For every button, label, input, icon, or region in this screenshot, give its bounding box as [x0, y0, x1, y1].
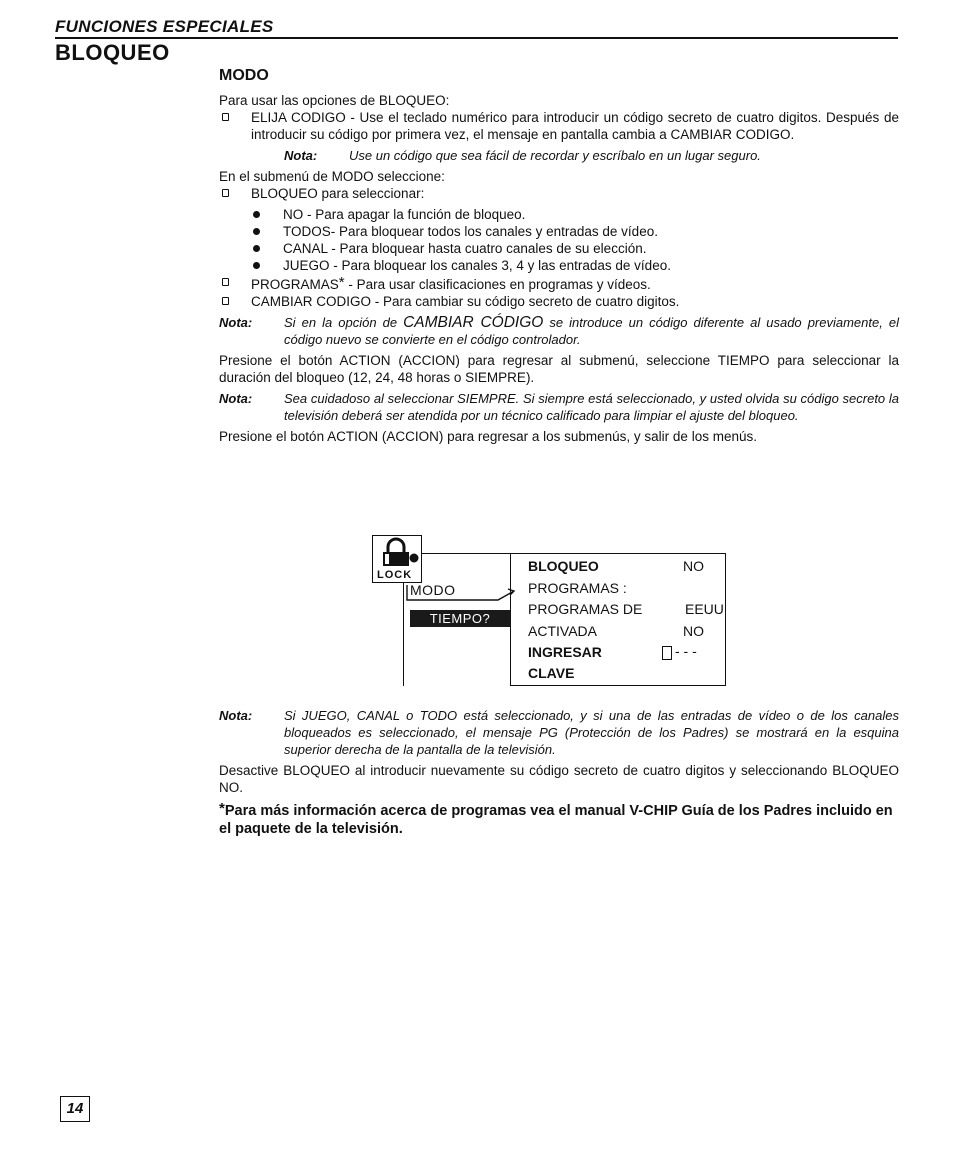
- padlock-icon: [374, 537, 421, 569]
- bullet-text: TODOS- Para bloquear todos los canales y entradas de vídeo.: [283, 224, 658, 239]
- menu-value-activada: NO: [683, 623, 704, 639]
- menu-value-bloqueo: NO: [683, 558, 704, 574]
- bloqueo-item: [219, 185, 899, 202]
- bullet-dot-icon: [253, 211, 260, 218]
- intro-text: Para usar las opciones de BLOQUEO:: [219, 93, 450, 108]
- square-bullet-icon: [222, 189, 229, 197]
- note-4: [219, 707, 899, 758]
- modo-arrow-icon: [404, 583, 516, 605]
- programas-label: PROGRAMAS: [251, 277, 339, 292]
- note-label: Nota:: [219, 315, 253, 330]
- bullet-dot-icon: [253, 245, 260, 252]
- page-title: BLOQUEO: [55, 40, 170, 65]
- action-instruction-1: Presione el botón ACTION (ACCION) para regresar al submenú, seleccione TIEMPO para seleccionar la duración del bloqueo (12, 24, 48 horas o SIEMPRE).: [219, 353, 899, 385]
- menu-value-programas-de: EEUU: [685, 601, 724, 617]
- elija-codigo-text: ELIJA CODIGO - Use el teclado numérico para introducir un código secreto de cuatro digitos. Después de introducir su código por primera vez, el mensaje en pantalla cambia a CAMBIAR CODIGO.: [251, 110, 899, 142]
- note-text: Si en la opción de: [284, 315, 404, 330]
- desactive-text: Desactive BLOQUEO al introducir nuevamente su código secreto de cuatro digitos y seleccionando BLOQUEO NO.: [219, 763, 899, 795]
- modo-content: [219, 92, 899, 445]
- lower-content: [219, 707, 899, 838]
- list-item: [219, 223, 899, 240]
- list-item: [219, 240, 899, 257]
- menu-label-clave: CLAVE: [528, 665, 575, 681]
- bullet-text: NO - Para apagar la función de bloqueo.: [283, 207, 526, 222]
- modo-heading: MODO: [219, 67, 269, 84]
- asterisk: *: [219, 800, 225, 817]
- square-bullet-icon: [222, 297, 229, 305]
- list-item: [219, 206, 899, 223]
- menu-label-activada[interactable]: ACTIVADA: [528, 623, 597, 639]
- menu-label-bloqueo[interactable]: BLOQUEO: [528, 558, 599, 574]
- bullet-dot-icon: [253, 228, 260, 235]
- menu-label-programas-de[interactable]: PROGRAMAS DE: [528, 601, 643, 617]
- square-bullet-icon: [222, 113, 229, 121]
- menu-value-ingresar: - - -: [675, 643, 697, 659]
- action-instruction-2: Presione el botón ACTION (ACCION) para regresar a los submenús, y salir de los menús.: [219, 429, 757, 444]
- note-text: se introduce un código diferente al usado previamente, el código nuevo se convierte en el código controlador.: [284, 315, 899, 347]
- menu-label-programas[interactable]: PROGRAMAS :: [528, 580, 627, 596]
- bullet-dot-icon: [253, 262, 260, 269]
- note-1: [219, 147, 899, 164]
- note-text: Sea cuidadoso al seleccionar SIEMPRE. Si siempre está seleccionado, y usted olvida su código secreto la televisión deberá ser atendida por un técnico calificado para limpiar el ajuste del bloqueo.: [284, 391, 899, 423]
- bullet-text: JUEGO - Para bloquear los canales 3, 4 y las entradas de vídeo.: [283, 258, 671, 273]
- note-3: [219, 390, 899, 424]
- square-bullet-icon: [222, 278, 229, 286]
- section-divider: [55, 37, 898, 39]
- code-cursor-box[interactable]: [662, 646, 672, 660]
- vchip-text: Para más información acerca de programas vea el manual V-CHIP Guía de los Padres incluido en el paquete de la televisión.: [219, 803, 893, 837]
- note-label: Nota:: [284, 148, 318, 163]
- cambiar-codigo-text: CAMBIAR CODIGO - Para cambiar su código secreto de cuatro digitos.: [251, 294, 680, 309]
- note-text: Use un código que sea fácil de recordar y escríbalo en un lugar seguro.: [349, 148, 761, 163]
- note-label: Nota:: [219, 391, 253, 406]
- note-emphasis: CAMBIAR CÓDIGO: [403, 314, 544, 331]
- bullet-text: CANAL - Para bloquear hasta cuatro canales de su elección.: [283, 241, 647, 256]
- note-label: Nota:: [219, 708, 253, 723]
- programas-text: - Para usar clasificaciones en programas y vídeos.: [344, 277, 651, 292]
- bloqueo-text: BLOQUEO para seleccionar:: [251, 186, 425, 201]
- asterisk: *: [338, 274, 345, 291]
- menu-tab-modo[interactable]: MODO: [410, 582, 456, 598]
- cambiar-codigo-item: [219, 293, 899, 310]
- submenu-intro: En el submenú de MODO seleccione:: [219, 169, 445, 184]
- note-2: [219, 314, 899, 348]
- menu-label-ingresar[interactable]: INGRESAR: [528, 644, 602, 660]
- section-title: FUNCIONES ESPECIALES: [55, 17, 274, 36]
- lock-label: LOCK: [377, 569, 413, 581]
- lock-icon: [372, 535, 422, 583]
- list-item: [219, 257, 899, 274]
- page-number: 14: [60, 1096, 90, 1122]
- programas-item: [219, 274, 899, 293]
- vchip-note: [219, 800, 899, 838]
- menu-tab-tiempo[interactable]: TIEMPO?: [410, 610, 510, 627]
- elija-codigo-item: [219, 109, 899, 143]
- note-text: Si JUEGO, CANAL o TODO está seleccionado, y si una de las entradas de vídeo o de los canales bloqueados es seleccionado, el mensaje PG (Protección de los Padres) se mostrará en la esquina superior derecha de la pantalla de la televisión.: [284, 708, 899, 757]
